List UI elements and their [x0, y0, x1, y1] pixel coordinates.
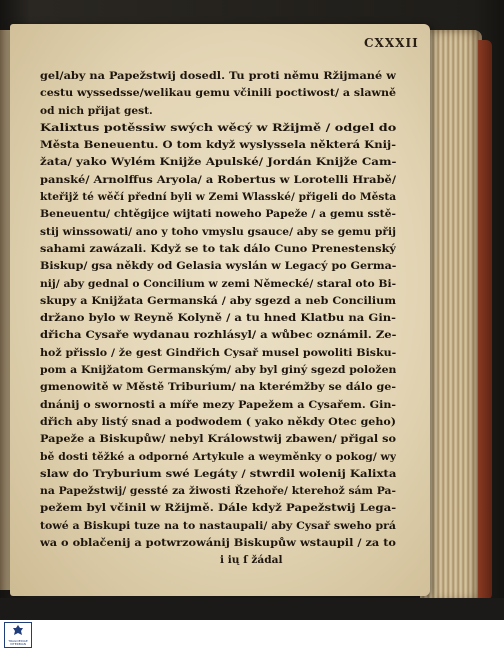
library-name: TRAGOEDIAE VITERBIAN — [8, 639, 28, 646]
folio-number: CXXXII — [364, 36, 419, 50]
text-line: slaw do Tryburium swé Legáty / stwrdil wolenij Kalixta — [40, 467, 396, 480]
text-line: žata/ yako Wylém Knijže Apulské/ Jordán Knijže Cam- — [40, 156, 396, 169]
library-crest-icon — [11, 625, 25, 637]
text-line: Kalixtus potěssiw swých wěcý w Ržijmě / odgel do — [40, 121, 396, 134]
text-line: pežem byl včinil w Ržijmě. Dále když Papežstwij Lega- — [40, 502, 396, 515]
text-line: držano bylo w Reyně Kolyně / a tu hned Klatbu na Gin- — [40, 312, 396, 325]
text-line: gel/aby na Papežstwij dosedl. Tu proti němu Ržijmané w — [40, 70, 396, 82]
text-line: od nich přijat gest. — [40, 104, 153, 117]
text-line: wa o oblačenij a potwrzowánij Biskupůw wstaupil / za to — [40, 537, 396, 550]
text-line: skupy a Knijžata Germanská / aby sgezd a neb Concilium — [40, 294, 396, 307]
footer-bar — [0, 620, 504, 650]
text-line: gmenowitě w Městě Triburium/ na kterémžby se dálo ge- — [40, 381, 396, 394]
text-line: bě dosti těžké a odporné Artykule a weyměnky o pokog/ wy — [40, 450, 396, 463]
text-line: stij winssowati/ ano y toho vmyslu gsauce/ aby se gemu přij — [40, 225, 396, 238]
viewer-strip — [0, 598, 504, 620]
text-line: hož přisslo / že gest Gindřich Cysař musel powoliti Bisku- — [40, 346, 396, 359]
text-line: Biskup/ gsa někdy od Gelasia wyslán w Legacý po Germa- — [40, 260, 396, 273]
text-line: cestu wyssedsse/welikau gemu včinili poctiwost/ a slawně — [40, 87, 396, 100]
page-text — [40, 68, 396, 570]
text-line: kteřijž té wěčí přední byli w Zemi Wlasské/ přigeli do Města — [40, 191, 396, 204]
text-line: dnánij o swornosti a míře mezy Papežem a Cysařem. Gin- — [40, 398, 396, 411]
text-line: towé a Biskupi tuze na to nastaupali/ aby Cysař sweho prá — [40, 519, 396, 532]
text-line: panské/ Arnolffus Aryola/ a Robertus w Lorotelli Hrabě/ — [40, 173, 396, 186]
text-line: Beneuentu/ chtěgijce wijtati noweho Papeže / a gemu sstě- — [40, 208, 396, 221]
text-line: na Papežstwij/ gessté za žiwosti Řzehoře/ kterehož sám Pa- — [40, 485, 396, 498]
text-line: pom a Knijžatom Germanským/ aby byl giný sgezd položen — [40, 364, 396, 377]
text-line: nij/ aby gednal o Concilium w zemi Německé/ staral oto Bi- — [40, 277, 396, 290]
text-line: sahami zawázali. Když se to tak dálo Cuno Prenestenský — [40, 242, 396, 255]
text-line: dřich aby listý snad a podwodem ( yako někdy Otec geho) — [40, 415, 396, 428]
text-line: Města Beneuentu. O tom když wyslyssela některá Knij- — [40, 139, 396, 152]
text-line: dřicha Cysaře wydanau rozhlásyl/ a wůbec oznámil. Ze- — [40, 329, 396, 342]
text-line: Papeže a Biskupůw/ nebyl Králowstwij zbawen/ přigal so — [40, 433, 396, 446]
catchword: i ių ſ žádal — [220, 554, 283, 567]
